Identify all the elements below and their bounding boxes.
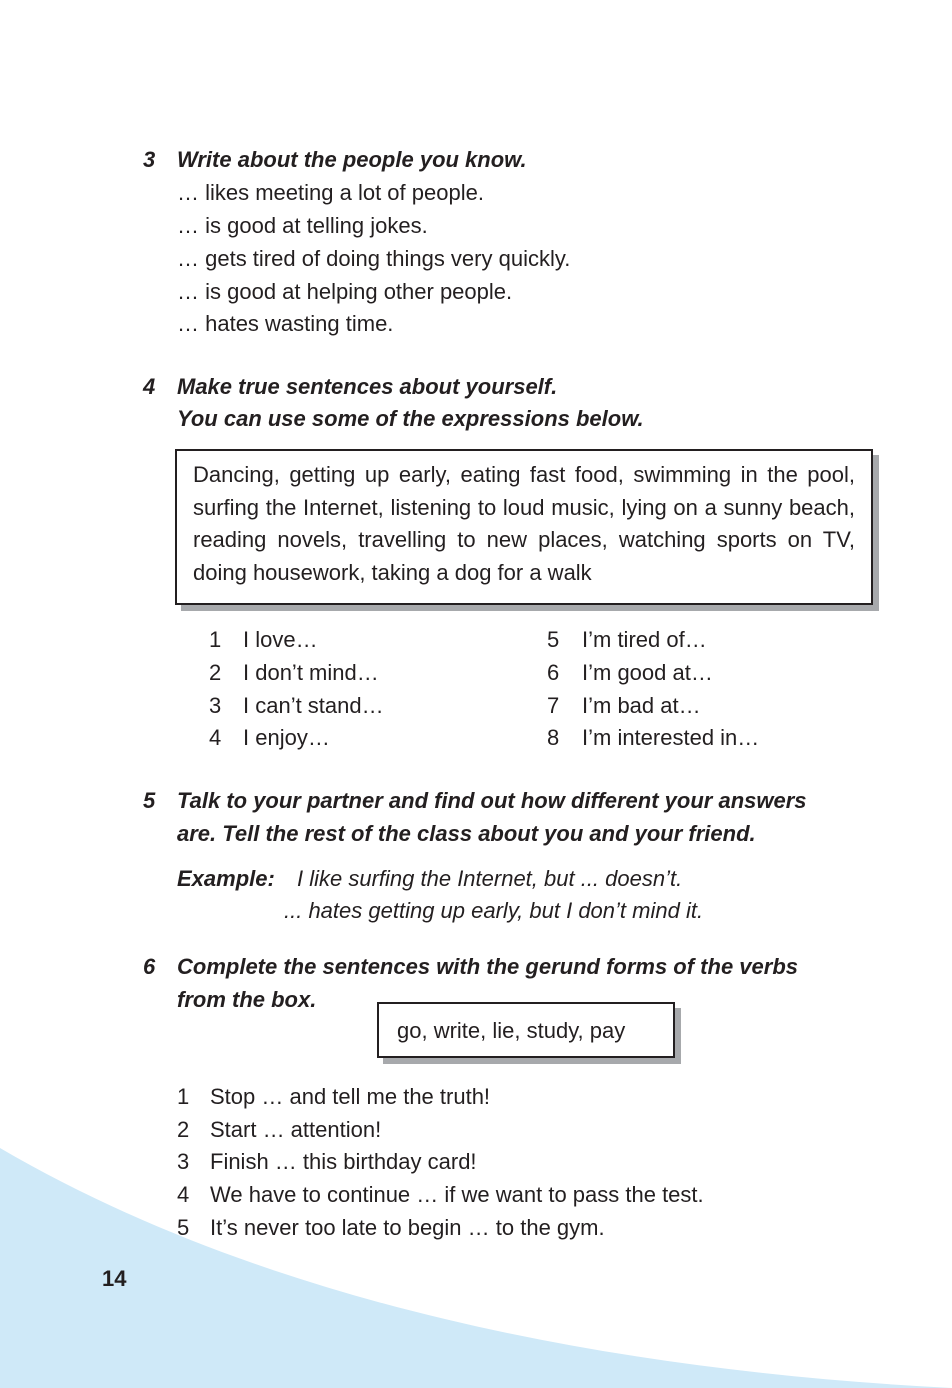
ex4-subtitle: You can use some of the expressions below. [177,406,644,431]
ex6-title-cont: from the box. [177,987,317,1012]
ex4-item-number: 5 [547,627,560,652]
ex6-item-text: We have to continue … if we want to pass the test. [210,1182,704,1207]
verbs-box [377,1002,675,1058]
page-number: 14 [102,1266,127,1291]
ex4-item-number: 3 [209,693,222,718]
ex6-title: Complete the sentences with the gerund forms of the verbs [177,954,798,979]
ex6-item-number: 3 [177,1149,190,1174]
ex4-item-number: 8 [547,725,560,750]
ex6-item-number: 2 [177,1117,190,1142]
ex4-item-text: I don’t mind… [243,660,379,685]
ex6-item-number: 5 [177,1215,190,1240]
ex4-item-text: I’m tired of… [582,627,707,652]
ex3-line: … hates wasting time. [177,311,394,336]
ex6-item-text: Start … attention! [210,1117,382,1142]
ex6-item-text: Finish … this birthday card! [210,1149,477,1174]
ex6-item-number: 1 [177,1084,190,1109]
ex3-title: Write about the people you know. [177,147,527,172]
example-sentence: ... hates getting up early, but I don’t mind it. [284,898,704,923]
ex3-line: … is good at helping other people. [177,279,513,304]
example-label: Example: [177,866,275,891]
ex4-item-text: I can’t stand… [243,693,384,718]
ex5-number: 5 [143,788,156,813]
ex6-number: 6 [143,954,156,979]
ex5-title-cont: are. Tell the rest of the class about you and your friend. [177,821,756,846]
ex4-item-number: 1 [209,627,222,652]
verbs-text: go, write, lie, study, pay [397,1018,626,1043]
ex3-line: … likes meeting a lot of people. [177,180,484,205]
expressions-box [175,449,873,605]
ex4-item-number: 7 [547,693,560,718]
expressions-text: Dancing, getting up early, eating fast food, swimming in the pool, surfing the Internet, listening to loud music, lying on a sunny beach, reading novels, travelling to new places, watching sports on TV, doing housework, taking a dog for a walk [193,462,855,585]
ex4-item-number: 6 [547,660,560,685]
ex4-item-number: 4 [209,725,222,750]
ex4-item-number: 2 [209,660,222,685]
ex4-item-text: I love… [243,627,318,652]
ex4-item-text: I enjoy… [243,725,330,750]
ex3-line: … is good at telling jokes. [177,213,428,238]
ex3-number: 3 [143,147,156,172]
ex3-line: … gets tired of doing things very quickly. [177,246,571,271]
example-sentence: I like surfing the Internet, but ... doesn’t. [297,866,683,891]
ex4-number: 4 [143,374,156,399]
ex6-item-number: 4 [177,1182,190,1207]
ex6-item-text: It’s never too late to begin … to the gym. [210,1215,605,1240]
ex6-item-text: Stop … and tell me the truth! [210,1084,491,1109]
ex4-title: Make true sentences about yourself. [177,374,558,399]
ex4-item-text: I’m good at… [582,660,713,685]
ex4-item-text: I’m interested in… [582,725,760,750]
ex5-title: Talk to your partner and find out how different your answers [177,788,807,813]
ex4-item-text: I’m bad at… [582,693,701,718]
